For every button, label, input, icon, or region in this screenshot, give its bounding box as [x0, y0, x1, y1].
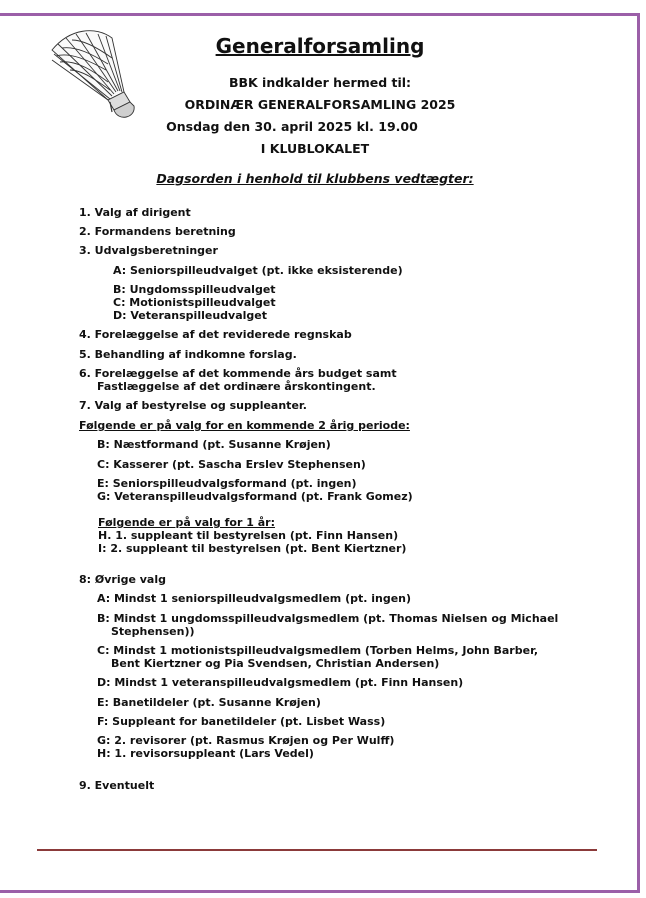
other-f: F: Suppleant for banetildeler (pt. Lisbet Wass) [97, 715, 386, 728]
page-border-right [637, 13, 640, 893]
election-2yr-heading: Følgende er på valg for en kommende 2 årig periode: [79, 419, 410, 432]
agenda-heading: Dagsorden i henhold til klubbens vedtægter: [156, 171, 474, 186]
agenda-item-6: 6. Forelæggelse af det kommende års budget samt [79, 367, 397, 380]
other-a: A: Mindst 1 seniorspilleudvalgsmedlem (pt. ingen) [97, 592, 412, 605]
election-2yr-g: G: Veteranspilleudvalgsformand (pt. Frank Gomez) [97, 490, 413, 503]
agenda-item-3c: C: Motionistspilleudvalget [113, 296, 276, 309]
other-elections-heading: 8: Øvrige valg [79, 573, 167, 586]
agenda-item-3d: D: Veteranspilleudvalget [113, 309, 267, 322]
agenda-item-1: 1. Valg af dirigent [79, 206, 191, 219]
agenda-item-3: 3. Udvalgsberetninger [79, 244, 218, 257]
election-2yr-b: B: Næstformand (pt. Susanne Krøjen) [97, 438, 331, 451]
other-e: E: Banetildeler (pt. Susanne Krøjen) [97, 696, 321, 709]
page-border-bottom [0, 890, 640, 893]
other-h: H: 1. revisorsuppleant (Lars Vedel) [97, 747, 314, 760]
page-border-top [0, 13, 640, 16]
agenda-item-9: 9. Eventuelt [79, 779, 155, 792]
agenda-item-2: 2. Formandens beretning [79, 225, 236, 238]
agenda-item-4: 4. Forelæggelse af det reviderede regnskab [79, 328, 352, 341]
agenda-item-3a: A: Seniorspilleudvalget (pt. ikke eksisterende) [113, 264, 403, 277]
election-1yr-h: H. 1. suppleant til bestyrelsen (pt. Finn Hansen) [98, 529, 399, 542]
election-1yr-heading: Følgende er på valg for 1 år: [98, 516, 275, 529]
other-c: C: Mindst 1 motionistspilleudvalgsmedlem (Torben Helms, John Barber, [97, 644, 539, 657]
meeting-date: Onsdag den 30. april 2025 kl. 19.00 [166, 119, 418, 134]
election-2yr-c: C: Kasserer (pt. Sascha Erslev Stephensen) [97, 458, 366, 471]
meeting-name: ORDINÆR GENERALFORSAMLING 2025 [184, 97, 456, 112]
page-title: Generalforsamling [215, 34, 425, 58]
invite-line: BBK indkalder hermed til: [228, 75, 412, 90]
agenda-item-5: 5. Behandling af indkomne forslag. [79, 348, 297, 361]
election-1yr-i: I: 2. suppleant til bestyrelsen (pt. Bent Kiertzner) [98, 542, 407, 555]
other-c-cont: Bent Kiertzner og Pia Svendsen, Christian Andersen) [111, 657, 440, 670]
other-b: B: Mindst 1 ungdomsspilleudvalgsmedlem (pt. Thomas Nielsen og Michael [97, 612, 559, 625]
agenda-item-3b: B: Ungdomsspilleudvalget [113, 283, 276, 296]
other-d: D: Mindst 1 veteranspilleudvalgsmedlem (pt. Finn Hansen) [97, 676, 464, 689]
footer-rule [37, 849, 597, 851]
election-2yr-e: E: Seniorspilleudvalgsformand (pt. ingen) [97, 477, 357, 490]
agenda-item-7: 7. Valg af bestyrelse og suppleanter. [79, 399, 307, 412]
agenda-item-6-cont: Fastlæggelse af det ordinære årskontingent. [97, 380, 376, 393]
other-b-cont: Stephensen)) [111, 625, 195, 638]
other-g: G: 2. revisorer (pt. Rasmus Krøjen og Per Wulff) [97, 734, 395, 747]
meeting-location: I KLUBLOKALET [260, 141, 370, 156]
